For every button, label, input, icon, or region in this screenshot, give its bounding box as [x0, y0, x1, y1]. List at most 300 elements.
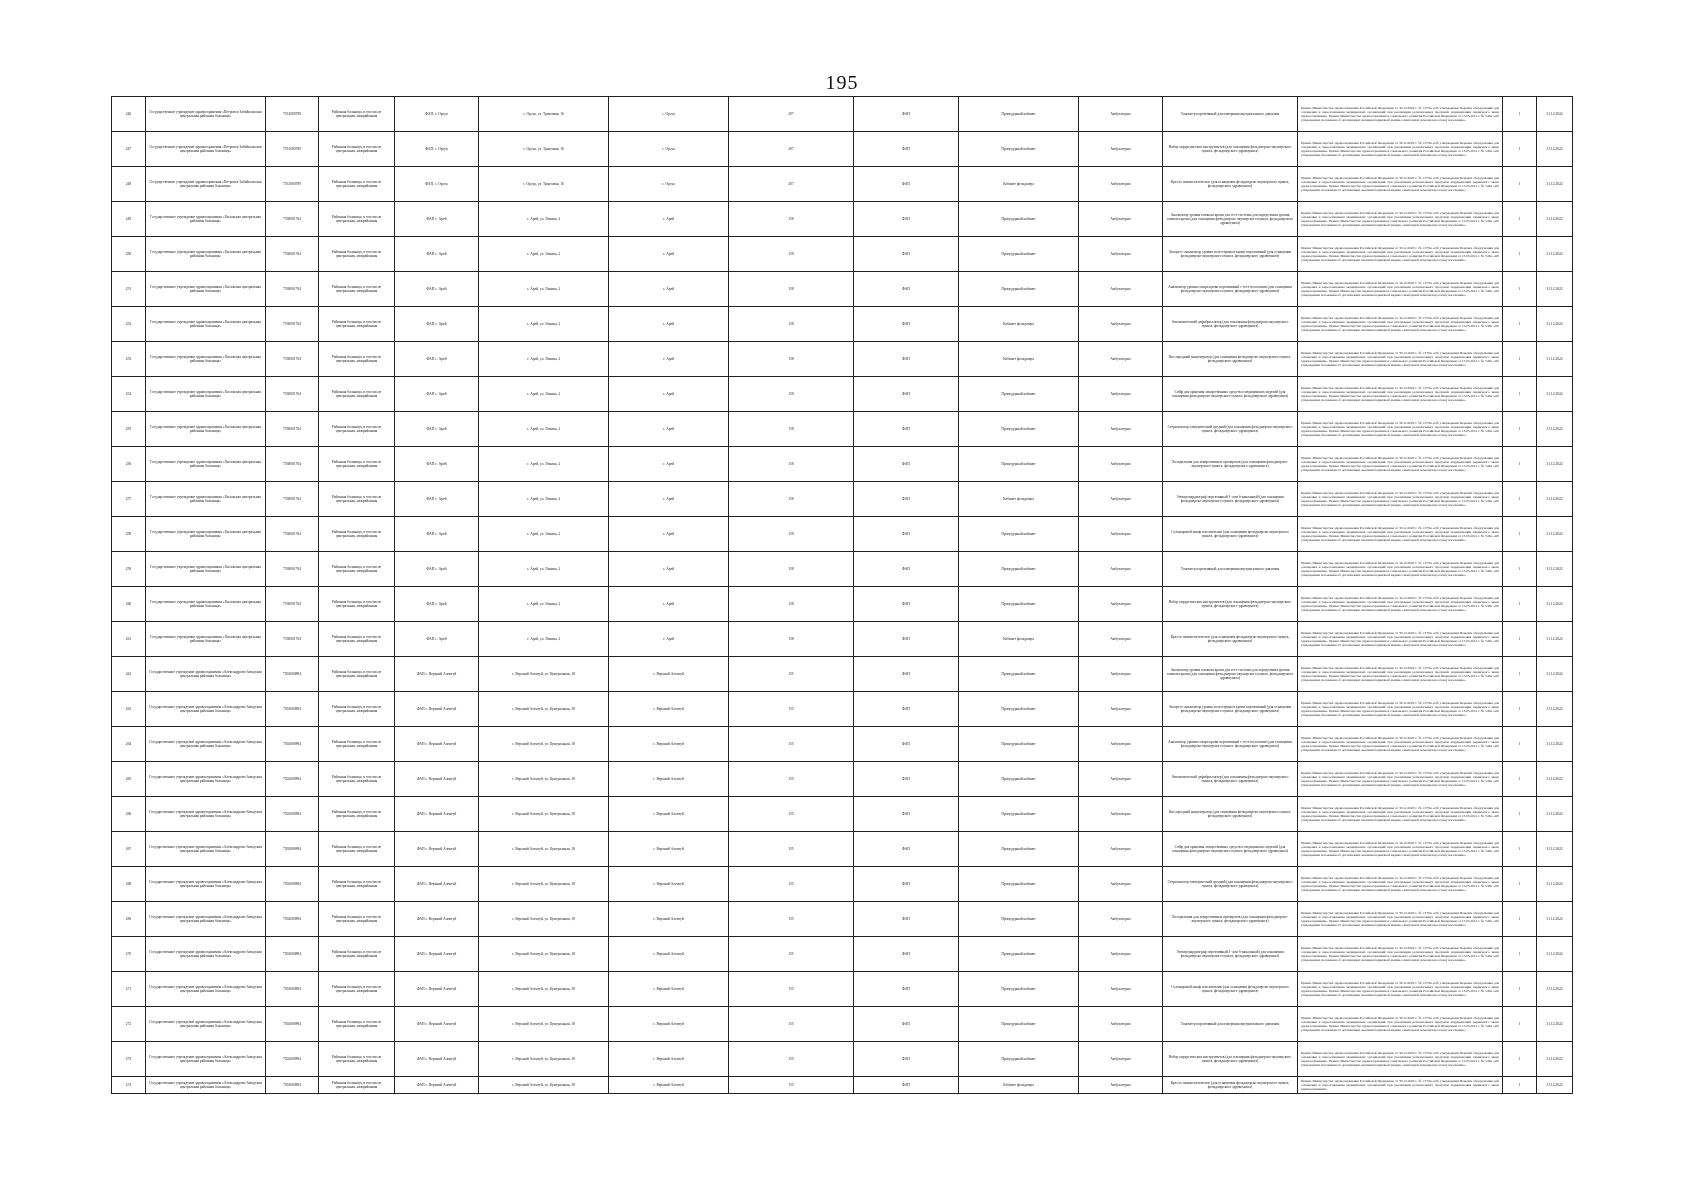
equipment-name-cell: Анализатор уровня глюкозы крови для тест-системы для определения уровня глюкозы крови (для оснащения фельдшерско-акушерского пункта, фельдшерского здравпункта): [1163, 202, 1298, 237]
population-cell: 155: [729, 692, 854, 727]
room-cell: Процедурный кабинет: [959, 447, 1079, 482]
due-date-cell: 31.12.2022: [1537, 552, 1573, 587]
room-cell: Процедурный кабинет: [959, 797, 1079, 832]
quantity-cell: 1: [1503, 902, 1537, 937]
quantity-cell: 1: [1503, 482, 1537, 517]
subdivision-cell: ФАП с. Верхний Алентуй: [395, 902, 479, 937]
address-cell: с. Арей, ул. Ленина, 2: [479, 482, 609, 517]
table-row: [112, 412, 1573, 447]
quantity-cell: 1: [1503, 97, 1537, 132]
row-number-cell: 259: [112, 552, 146, 587]
organization-type-cell: Районная больница, в том числе центральная, межрайонная: [319, 342, 395, 377]
row-number-cell: 254: [112, 377, 146, 412]
settlement-cell: с. Арей: [609, 552, 729, 587]
unit-type-cell: ФАП: [854, 867, 959, 902]
room-cell: Процедурный кабинет: [959, 237, 1079, 272]
settlement-cell: с. Верхний Алентуй: [609, 1042, 729, 1077]
inn-cell: 7538001764: [266, 377, 319, 412]
legal-basis-cell: Приказ Министерства здравоохранения Российской Федерации от 30.12.2020 г. № 1379н «Об утверждении Перечня оборудования для оснащения и переоснащения медицинских организаций при реализации региональных программ модернизации первичного звена здравоохранения». Приказ Министерства здравоохранения и социального развития Российской Федерации от 15.05.2012 г. № 543н «Об утверждении положения об организации оказания первичной медико-санитарной помощи взрослому населению»: [1298, 797, 1503, 832]
equipment-name-cell: Холодильник для лекарственных препаратов (для оснащения фельдшерско-акушерского пункта, фельдшерского здравпункта): [1163, 902, 1298, 937]
settlement-cell: с. Арей: [609, 587, 729, 622]
organization-type-cell: Районная больница, в том числе центральная, межрайонная: [319, 167, 395, 202]
table-row: [112, 902, 1573, 937]
care-form-cell: Амбулаторно: [1079, 867, 1163, 902]
organization-name-cell: Государственное учреждение здравоохранения «Хилокская центральная районная больница»: [146, 202, 266, 237]
table-row: [112, 622, 1573, 657]
settlement-cell: с. Арей: [609, 272, 729, 307]
equipment-name-cell: Кислородный концентратор (для оснащения фельдшерско-акушерского пункта, фельдшерского здравпункта): [1163, 797, 1298, 832]
unit-type-cell: ФАП: [854, 937, 959, 972]
address-cell: с. Верхний Алентуй, ул. Центральная, 18: [479, 867, 609, 902]
due-date-cell: 31.12.2022: [1537, 867, 1573, 902]
room-cell: Процедурный кабинет: [959, 1042, 1079, 1077]
organization-type-cell: Районная больница, в том числе центральная, межрайонная: [319, 972, 395, 1007]
organization-type-cell: Районная больница, в том числе центральная, межрайонная: [319, 937, 395, 972]
equipment-name-cell: Автоматический дефибриллятор (для оснащения фельдшерско-акушерского пункта, фельдшерского здравпункта): [1163, 307, 1298, 342]
legal-basis-cell: Приказ Министерства здравоохранения Российской Федерации от 30.12.2020 г. № 1379н «Об утверждении Перечня оборудования для оснащения и переоснащения медицинских организаций при реализации региональных программ модернизации первичного звена здравоохранения». Приказ Министерства здравоохранения и социального развития Российской Федерации от 15.05.2012 г. № 543н «Об утверждении положения об организации оказания первичной медико-санитарной помощи взрослому населению»: [1298, 517, 1503, 552]
equipment-name-cell: Автоматический дефибриллятор (для оснащения фельдшерско-акушерского пункта, фельдшерского здравпункта): [1163, 762, 1298, 797]
unit-type-cell: ФАП: [854, 307, 959, 342]
row-number-cell: 264: [112, 727, 146, 762]
quantity-cell: 1: [1503, 1042, 1537, 1077]
row-number-cell: 247: [112, 132, 146, 167]
equipment-name-cell: Тонометр портативный для измерения внутриглазного давления: [1163, 552, 1298, 587]
due-date-cell: 31.12.2022: [1537, 412, 1573, 447]
care-form-cell: Амбулаторно: [1079, 1042, 1163, 1077]
settlement-cell: с. Арей: [609, 482, 729, 517]
subdivision-cell: ФАП с. Верхний Алентуй: [395, 832, 479, 867]
table-row: [112, 552, 1573, 587]
row-number-cell: 246: [112, 97, 146, 132]
due-date-cell: 31.12.2022: [1537, 167, 1573, 202]
inn-cell: 7538001764: [266, 342, 319, 377]
subdivision-cell: ФАП с. Верхний Алентуй: [395, 1042, 479, 1077]
equipment-name-cell: Набор хирургических инструментов (для оснащения фельдшерско-акушерского пункта, фельдшерского здравпункта): [1163, 132, 1298, 167]
settlement-cell: с. Арей: [609, 202, 729, 237]
row-number-cell: 249: [112, 202, 146, 237]
equipment-name-cell: Кресло гинекологическое (для оснащения фельдшерско-акушерского пункта, фельдшерского здравпункта): [1163, 622, 1298, 657]
organization-name-cell: Государственное учреждение здравоохранения «Александрово-Заводская центральная районная больница»: [146, 1042, 266, 1077]
legal-basis-cell: Приказ Министерства здравоохранения Российской Федерации от 30.12.2020 г. № 1379н «Об утверждении Перечня оборудования для оснащения и переоснащения медицинских организаций при реализации региональных программ модернизации первичного звена здравоохранения». Приказ Министерства здравоохранения и социального развития Российской Федерации от 15.05.2012 г. № 543н «Об утверждении положения об организации оказания первичной медико-санитарной помощи взрослому населению»: [1298, 482, 1503, 517]
subdivision-cell: ФАП с. Верхний Алентуй: [395, 657, 479, 692]
equipment-name-cell: Холодильник для лекарственных препаратов (для оснащения фельдшерско-акушерского пункта, фельдшерского здравпункта): [1163, 447, 1298, 482]
due-date-cell: 31.12.2022: [1537, 657, 1573, 692]
settlement-cell: с. Верхний Алентуй: [609, 867, 729, 902]
population-cell: 158: [729, 412, 854, 447]
settlement-cell: с. Орсук: [609, 97, 729, 132]
subdivision-cell: ФАП с. Арей: [395, 202, 479, 237]
inn-cell: 7502000894: [266, 832, 319, 867]
organization-type-cell: Районная больница, в том числе центральная, межрайонная: [319, 97, 395, 132]
row-number-cell: 251: [112, 272, 146, 307]
inn-cell: 7502000894: [266, 692, 319, 727]
address-cell: с. Арей, ул. Ленина, 2: [479, 377, 609, 412]
subdivision-cell: ФАП с. Верхний Алентуй: [395, 867, 479, 902]
room-cell: Процедурный кабинет: [959, 832, 1079, 867]
unit-type-cell: ФАП: [854, 97, 959, 132]
address-cell: с. Верхний Алентуй, ул. Центральная, 18: [479, 972, 609, 1007]
population-cell: 155: [729, 1077, 854, 1094]
organization-name-cell: Государственное учреждение здравоохранения «Хилокская центральная районная больница»: [146, 517, 266, 552]
table-row: [112, 167, 1573, 202]
quantity-cell: 1: [1503, 657, 1537, 692]
room-cell: Кабинет фельдшера: [959, 622, 1079, 657]
quantity-cell: 1: [1503, 832, 1537, 867]
equipment-name-cell: Набор хирургических инструментов (для оснащения фельдшерско-акушерского пункта, фельдшерского здравпункта): [1163, 587, 1298, 622]
table-row: [112, 937, 1573, 972]
equipment-name-cell: Набор хирургических инструментов (для оснащения фельдшерско-акушерского пункта, фельдшерского здравпункта): [1163, 1042, 1298, 1077]
population-cell: 158: [729, 342, 854, 377]
care-form-cell: Амбулаторно: [1079, 1077, 1163, 1094]
subdivision-cell: ФАП с. Арей: [395, 482, 479, 517]
inn-cell: 7502000894: [266, 937, 319, 972]
due-date-cell: 31.12.2022: [1537, 692, 1573, 727]
population-cell: 155: [729, 657, 854, 692]
population-cell: 158: [729, 517, 854, 552]
organization-type-cell: Районная больница, в том числе центральная, межрайонная: [319, 1077, 395, 1094]
organization-name-cell: Государственное учреждение здравоохранения «Хилокская центральная районная больница»: [146, 552, 266, 587]
room-cell: Кабинет фельдшера: [959, 482, 1079, 517]
legal-basis-cell: Приказ Министерства здравоохранения Российской Федерации от 30.12.2020 г. № 1379н «Об утверждении Перечня оборудования для оснащения и переоснащения медицинских организаций при реализации региональных программ модернизации первичного звена здравоохранения». Приказ Министерства здравоохранения и социального развития Российской Федерации от 15.05.2012 г. № 543н «Об утверждении положения об организации оказания первичной медико-санитарной помощи взрослому населению»: [1298, 727, 1503, 762]
settlement-cell: с. Орсук: [609, 132, 729, 167]
population-cell: 158: [729, 272, 854, 307]
inn-cell: 7538001764: [266, 447, 319, 482]
table-row: [112, 377, 1573, 412]
room-cell: Кабинет фельдшера: [959, 167, 1079, 202]
care-form-cell: Амбулаторно: [1079, 97, 1163, 132]
settlement-cell: с. Арей: [609, 237, 729, 272]
due-date-cell: 31.12.2022: [1537, 342, 1573, 377]
care-form-cell: Амбулаторно: [1079, 412, 1163, 447]
inn-cell: 7531000789: [266, 167, 319, 202]
address-cell: с. Верхний Алентуй, ул. Центральная, 18: [479, 937, 609, 972]
care-form-cell: Амбулаторно: [1079, 972, 1163, 1007]
inn-cell: 7502000894: [266, 657, 319, 692]
care-form-cell: Амбулаторно: [1079, 1007, 1163, 1042]
population-cell: 207: [729, 132, 854, 167]
table-row: [112, 447, 1573, 482]
row-number-cell: 258: [112, 517, 146, 552]
due-date-cell: 31.12.2022: [1537, 762, 1573, 797]
settlement-cell: с. Верхний Алентуй: [609, 832, 729, 867]
due-date-cell: 31.12.2022: [1537, 972, 1573, 1007]
room-cell: Процедурный кабинет: [959, 552, 1079, 587]
organization-name-cell: Государственное учреждение здравоохранения «Александрово-Заводская центральная районная больница»: [146, 692, 266, 727]
legal-basis-cell: Приказ Министерства здравоохранения Российской Федерации от 30.12.2020 г. № 1379н «Об утверждении Перечня оборудования для оснащения и переоснащения медицинских организаций при реализации региональных программ модернизации первичного звена здравоохранения». Приказ Министерства здравоохранения и социального развития Российской Федерации от 15.05.2012 г. № 543н «Об утверждении положения об организации оказания первичной медико-санитарной помощи взрослому населению»: [1298, 867, 1503, 902]
due-date-cell: 31.12.2022: [1537, 1077, 1573, 1094]
legal-basis-cell: Приказ Министерства здравоохранения Российской Федерации от 30.12.2020 г. № 1379н «Об утверждении Перечня оборудования для оснащения и переоснащения медицинских организаций при реализации региональных программ модернизации первичного звена здравоохранения». Приказ Министерства здравоохранения и социального развития Российской Федерации от 15.05.2012 г. № 543н «Об утверждении положения об организации оказания первичной медико-санитарной помощи взрослому населению»: [1298, 902, 1503, 937]
organization-type-cell: Районная больница, в том числе центральная, межрайонная: [319, 202, 395, 237]
unit-type-cell: ФАП: [854, 692, 959, 727]
due-date-cell: 31.12.2022: [1537, 237, 1573, 272]
quantity-cell: 1: [1503, 307, 1537, 342]
settlement-cell: с. Орсук: [609, 167, 729, 202]
organization-name-cell: Государственное учреждение здравоохранения «Хилокская центральная районная больница»: [146, 307, 266, 342]
population-cell: 158: [729, 307, 854, 342]
subdivision-cell: ФАП с. Арей: [395, 307, 479, 342]
row-number-cell: 253: [112, 342, 146, 377]
inn-cell: 7538001764: [266, 622, 319, 657]
inn-cell: 7538001764: [266, 517, 319, 552]
population-cell: 207: [729, 97, 854, 132]
address-cell: с. Орсук, ул. Трактовая, 16: [479, 132, 609, 167]
care-form-cell: Амбулаторно: [1079, 447, 1163, 482]
row-number-cell: 263: [112, 692, 146, 727]
inn-cell: 7538001764: [266, 587, 319, 622]
population-cell: 155: [729, 1007, 854, 1042]
subdivision-cell: ФАП с. Арей: [395, 342, 479, 377]
due-date-cell: 31.12.2022: [1537, 902, 1573, 937]
legal-basis-cell: Приказ Министерства здравоохранения Российской Федерации от 30.12.2020 г. № 1379н «Об утверждении Перечня оборудования для оснащения и переоснащения медицинских организаций при реализации региональных программ модернизации первичного звена здравоохранения». Приказ Министерства здравоохранения и социального развития Российской Федерации от 15.05.2012 г. № 543н «Об утверждении положения об организации оказания первичной медико-санитарной помощи взрослому населению»: [1298, 377, 1503, 412]
page-number: 195: [825, 72, 859, 94]
settlement-cell: с. Верхний Алентуй: [609, 1007, 729, 1042]
room-cell: Процедурный кабинет: [959, 727, 1079, 762]
organization-name-cell: Государственное учреждение здравоохранения «Хилокская центральная районная больница»: [146, 237, 266, 272]
quantity-cell: 1: [1503, 377, 1537, 412]
organization-name-cell: Государственное учреждение здравоохранения «Александрово-Заводская центральная районная больница»: [146, 937, 266, 972]
legal-basis-cell: Приказ Министерства здравоохранения Российской Федерации от 30.12.2020 г. № 1379н «Об утверждении Перечня оборудования для оснащения и переоснащения медицинских организаций при реализации региональных программ модернизации первичного звена здравоохранения». Приказ Министерства здравоохранения и социального развития Российской Федерации от 15.05.2012 г. № 543н «Об утверждении положения об организации оказания первичной медико-санитарной помощи взрослому населению»: [1298, 657, 1503, 692]
subdivision-cell: ФАП с. Верхний Алентуй: [395, 937, 479, 972]
room-cell: Процедурный кабинет: [959, 867, 1079, 902]
room-cell: Процедурный кабинет: [959, 377, 1079, 412]
unit-type-cell: ФАП: [854, 167, 959, 202]
organization-name-cell: Государственное учреждение здравоохранения «Александрово-Заводская центральная районная больница»: [146, 762, 266, 797]
organization-name-cell: Государственное учреждение здравоохранения «Петровск-Забайкальская центральная районная больница»: [146, 97, 266, 132]
legal-basis-cell: Приказ Министерства здравоохранения Российской Федерации от 30.12.2020 г. № 1379н «Об утверждении Перечня оборудования для оснащения и переоснащения медицинских организаций при реализации региональных программ модернизации первичного звена здравоохранения». Приказ Министерства здравоохранения и социального развития Российской Федерации от 15.05.2012 г. № 543н «Об утверждении положения об организации оказания первичной медико-санитарной помощи взрослому населению»: [1298, 972, 1503, 1007]
unit-type-cell: ФАП: [854, 797, 959, 832]
due-date-cell: 31.12.2022: [1537, 727, 1573, 762]
due-date-cell: 31.12.2022: [1537, 1007, 1573, 1042]
address-cell: с. Арей, ул. Ленина, 2: [479, 307, 609, 342]
equipment-name-cell: Анализатор уровня сахара крови портативный с тест-полосками (для оснащения фельдшерско-акушерского пункта, фельдшерского здравпункта): [1163, 272, 1298, 307]
quantity-cell: 1: [1503, 622, 1537, 657]
organization-type-cell: Районная больница, в том числе центральная, межрайонная: [319, 1007, 395, 1042]
unit-type-cell: ФАП: [854, 377, 959, 412]
inn-cell: 7502000894: [266, 727, 319, 762]
due-date-cell: 31.12.2022: [1537, 622, 1573, 657]
inn-cell: 7531000789: [266, 97, 319, 132]
unit-type-cell: ФАП: [854, 412, 959, 447]
organization-type-cell: Районная больница, в том числе центральная, межрайонная: [319, 377, 395, 412]
quantity-cell: 1: [1503, 132, 1537, 167]
unit-type-cell: ФАП: [854, 447, 959, 482]
address-cell: с. Арей, ул. Ленина, 2: [479, 587, 609, 622]
inn-cell: 7502000894: [266, 1042, 319, 1077]
organization-type-cell: Районная больница, в том числе центральная, межрайонная: [319, 762, 395, 797]
address-cell: с. Верхний Алентуй, ул. Центральная, 18: [479, 902, 609, 937]
room-cell: Процедурный кабинет: [959, 202, 1079, 237]
care-form-cell: Амбулаторно: [1079, 902, 1163, 937]
population-cell: 158: [729, 552, 854, 587]
inn-cell: 7538001764: [266, 412, 319, 447]
room-cell: Процедурный кабинет: [959, 587, 1079, 622]
subdivision-cell: ФАП, с. Орсук: [395, 167, 479, 202]
quantity-cell: 1: [1503, 797, 1537, 832]
unit-type-cell: ФАП: [854, 552, 959, 587]
quantity-cell: 1: [1503, 587, 1537, 622]
population-cell: 155: [729, 972, 854, 1007]
inn-cell: 7502000894: [266, 1007, 319, 1042]
register-body: [112, 97, 1573, 1094]
address-cell: с. Арей, ул. Ленина, 2: [479, 272, 609, 307]
equipment-name-cell: Кислородный концентратор (для оснащения фельдшерско-акушерского пункта, фельдшерского здравпункта): [1163, 342, 1298, 377]
organization-name-cell: Государственное учреждение здравоохранения «Хилокская центральная районная больница»: [146, 622, 266, 657]
equipment-name-cell: Стерилизатор электрический средний (для оснащения фельдшерско-акушерского пункта, фельдшерского здравпункта): [1163, 412, 1298, 447]
legal-basis-cell: Приказ Министерства здравоохранения Российской Федерации от 30.12.2020 г. № 1379н «Об утверждении Перечня оборудования для оснащения и переоснащения медицинских организаций при реализации региональных программ модернизации первичного звена здравоохранения». Приказ Министерства здравоохранения и социального развития Российской Федерации от 15.05.2012 г. № 543н «Об утверждении положения об организации оказания первичной медико-санитарной помощи взрослому населению»: [1298, 307, 1503, 342]
inn-cell: 7538001764: [266, 552, 319, 587]
unit-type-cell: ФАП: [854, 902, 959, 937]
population-cell: 155: [729, 1042, 854, 1077]
organization-type-cell: Районная больница, в том числе центральная, межрайонная: [319, 552, 395, 587]
settlement-cell: с. Верхний Алентуй: [609, 692, 729, 727]
organization-type-cell: Районная больница, в том числе центральная, межрайонная: [319, 867, 395, 902]
address-cell: с. Верхний Алентуй, ул. Центральная, 18: [479, 832, 609, 867]
organization-name-cell: Государственное учреждение здравоохранения «Хилокская центральная районная больница»: [146, 447, 266, 482]
subdivision-cell: ФАП с. Арей: [395, 272, 479, 307]
care-form-cell: Амбулаторно: [1079, 727, 1163, 762]
legal-basis-cell: Приказ Министерства здравоохранения Российской Федерации от 30.12.2020 г. № 1379н «Об утверждении Перечня оборудования для оснащения и переоснащения медицинских организаций при реализации региональных программ модернизации первичного звена здравоохранения». Приказ Министерства здравоохранения и социального развития Российской Федерации от 15.05.2012 г. № 543н «Об утверждении положения об организации оказания первичной медико-санитарной помощи взрослому населению»: [1298, 132, 1503, 167]
organization-name-cell: Государственное учреждение здравоохранения «Александрово-Заводская центральная районная больница»: [146, 972, 266, 1007]
table-row: [112, 272, 1573, 307]
due-date-cell: 31.12.2022: [1537, 517, 1573, 552]
quantity-cell: 1: [1503, 342, 1537, 377]
table-row: [112, 587, 1573, 622]
unit-type-cell: ФАП: [854, 1077, 959, 1094]
subdivision-cell: ФАП с. Верхний Алентуй: [395, 972, 479, 1007]
address-cell: с. Верхний Алентуй, ул. Центральная, 18: [479, 657, 609, 692]
quantity-cell: 1: [1503, 972, 1537, 1007]
care-form-cell: Амбулаторно: [1079, 657, 1163, 692]
legal-basis-cell: Приказ Министерства здравоохранения Российской Федерации от 30.12.2020 г. № 1379н «Об утверждении Перечня оборудования для оснащения и переоснащения медицинских организаций при реализации региональных программ модернизации первичного звена здравоохранения». Приказ Министерства здравоохранения и социального развития Российской Федерации от 15.05.2012 г. № 543н «Об утверждении положения об организации оказания первичной медико-санитарной помощи взрослому населению»: [1298, 167, 1503, 202]
room-cell: Кабинет фельдшера: [959, 1077, 1079, 1094]
row-number-cell: 269: [112, 902, 146, 937]
equipment-name-cell: Кресло гинекологическое (для оснащения фельдшерско-акушерского пункта, фельдшерского здравпункта): [1163, 167, 1298, 202]
address-cell: с. Арей, ул. Ленина, 2: [479, 202, 609, 237]
unit-type-cell: ФАП: [854, 342, 959, 377]
room-cell: Процедурный кабинет: [959, 517, 1079, 552]
unit-type-cell: ФАП: [854, 622, 959, 657]
equipment-name-cell: Сейф для хранения лекарственных средств и медицинских изделий (для оснащения фельдшерско-акушерского пункта, фельдшерского здравпункта): [1163, 832, 1298, 867]
address-cell: с. Арей, ул. Ленина, 2: [479, 517, 609, 552]
legal-basis-cell: Приказ Министерства здравоохранения Российской Федерации от 30.12.2020 г. № 1379н «Об утверждении Перечня оборудования для оснащения и переоснащения медицинских организаций при реализации региональных программ модернизации первичного звена здравоохранения». Приказ Министерства здравоохранения и социального развития Российской Федерации от 15.05.2012 г. № 543н «Об утверждении положения об организации оказания первичной медико-санитарной помощи взрослому населению»: [1298, 587, 1503, 622]
settlement-cell: с. Арей: [609, 622, 729, 657]
care-form-cell: Амбулаторно: [1079, 622, 1163, 657]
room-cell: Процедурный кабинет: [959, 657, 1079, 692]
due-date-cell: 31.12.2022: [1537, 797, 1573, 832]
row-number-cell: 261: [112, 622, 146, 657]
subdivision-cell: ФАП с. Верхний Алентуй: [395, 1077, 479, 1094]
quantity-cell: 1: [1503, 692, 1537, 727]
subdivision-cell: ФАП с. Верхний Алентуй: [395, 797, 479, 832]
settlement-cell: с. Верхний Алентуй: [609, 1077, 729, 1094]
unit-type-cell: ФАП: [854, 1042, 959, 1077]
table-row: [112, 482, 1573, 517]
unit-type-cell: ФАП: [854, 587, 959, 622]
organization-type-cell: Районная больница, в том числе центральная, межрайонная: [319, 237, 395, 272]
organization-type-cell: Районная больница, в том числе центральная, межрайонная: [319, 692, 395, 727]
population-cell: 155: [729, 727, 854, 762]
address-cell: с. Арей, ул. Ленина, 2: [479, 342, 609, 377]
address-cell: с. Орсук, ул. Трактовая, 16: [479, 97, 609, 132]
organization-name-cell: Государственное учреждение здравоохранения «Александрово-Заводская центральная районная больница»: [146, 832, 266, 867]
inn-cell: 7538001764: [266, 307, 319, 342]
equipment-name-cell: Экспресс-анализатор уровня холестерина в крови портативный (для оснащения фельдшерско-акушерского пункта, фельдшерского здравпункта): [1163, 692, 1298, 727]
legal-basis-cell: Приказ Министерства здравоохранения Российской Федерации от 30.12.2020 г. № 1379н «Об утверждении Перечня оборудования для оснащения и переоснащения медицинских организаций при реализации региональных программ модернизации первичного звена здравоохранения». Приказ Министерства здравоохранения и социального развития Российской Федерации от 15.05.2012 г. № 543н «Об утверждении положения об организации оказания первичной медико-санитарной помощи взрослому населению»: [1298, 342, 1503, 377]
settlement-cell: с. Арей: [609, 412, 729, 447]
population-cell: 155: [729, 937, 854, 972]
address-cell: с. Арей, ул. Ленина, 2: [479, 237, 609, 272]
unit-type-cell: ФАП: [854, 762, 959, 797]
unit-type-cell: ФАП: [854, 272, 959, 307]
row-number-cell: 272: [112, 1007, 146, 1042]
organization-type-cell: Районная больница, в том числе центральная, межрайонная: [319, 797, 395, 832]
table-row: [112, 972, 1573, 1007]
care-form-cell: Амбулаторно: [1079, 937, 1163, 972]
row-number-cell: 250: [112, 237, 146, 272]
equipment-name-cell: Экспресс-анализатор уровня холестерина в крови портативный (для оснащения фельдшерско-акушерского пункта, фельдшерского здравпункта): [1163, 237, 1298, 272]
equipment-name-cell: Сухожаровой шкаф или автоклав (для оснащения фельдшерско-акушерского пункта, фельдшерского здравпункта): [1163, 517, 1298, 552]
organization-type-cell: Районная больница, в том числе центральная, межрайонная: [319, 482, 395, 517]
organization-type-cell: Районная больница, в том числе центральная, межрайонная: [319, 132, 395, 167]
organization-name-cell: Государственное учреждение здравоохранения «Александрово-Заводская центральная районная больница»: [146, 1007, 266, 1042]
organization-name-cell: Государственное учреждение здравоохранения «Петровск-Забайкальская центральная районная больница»: [146, 167, 266, 202]
care-form-cell: Амбулаторно: [1079, 272, 1163, 307]
inn-cell: 7531000789: [266, 132, 319, 167]
address-cell: с. Арей, ул. Ленина, 2: [479, 447, 609, 482]
due-date-cell: 31.12.2022: [1537, 1042, 1573, 1077]
organization-type-cell: Районная больница, в том числе центральная, межрайонная: [319, 832, 395, 867]
table-row: [112, 727, 1573, 762]
due-date-cell: 31.12.2022: [1537, 482, 1573, 517]
subdivision-cell: ФАП с. Арей: [395, 237, 479, 272]
care-form-cell: Амбулаторно: [1079, 762, 1163, 797]
quantity-cell: 1: [1503, 167, 1537, 202]
row-number-cell: 260: [112, 587, 146, 622]
unit-type-cell: ФАП: [854, 1007, 959, 1042]
due-date-cell: 31.12.2022: [1537, 132, 1573, 167]
population-cell: 155: [729, 832, 854, 867]
equipment-name-cell: Тонометр портативный для измерения внутриглазного давления: [1163, 97, 1298, 132]
quantity-cell: 1: [1503, 412, 1537, 447]
population-cell: 155: [729, 797, 854, 832]
equipment-name-cell: Анализатор уровня сахара крови портативный с тест-полосками (для оснащения фельдшерско-акушерского пункта, фельдшерского здравпункта): [1163, 727, 1298, 762]
equipment-name-cell: Сухожаровой шкаф или автоклав (для оснащения фельдшерско-акушерского пункта, фельдшерского здравпункта): [1163, 972, 1298, 1007]
room-cell: Кабинет фельдшера: [959, 342, 1079, 377]
population-cell: 155: [729, 867, 854, 902]
organization-type-cell: Районная больница, в том числе центральная, межрайонная: [319, 657, 395, 692]
organization-name-cell: Государственное учреждение здравоохранения «Хилокская центральная районная больница»: [146, 587, 266, 622]
population-cell: 155: [729, 902, 854, 937]
population-cell: 158: [729, 377, 854, 412]
inn-cell: 7538001764: [266, 202, 319, 237]
care-form-cell: Амбулаторно: [1079, 377, 1163, 412]
care-form-cell: Амбулаторно: [1079, 797, 1163, 832]
legal-basis-cell: Приказ Министерства здравоохранения Российской Федерации от 30.12.2020 г. № 1379н «Об утверждении Перечня оборудования для оснащения и переоснащения медицинских организаций при реализации региональных программ модернизации первичного звена здравоохранения». Приказ Министерства здравоохранения и социального развития Российской Федерации от 15.05.2012 г. № 543н «Об утверждении положения об организации оказания первичной медико-санитарной помощи взрослому населению»: [1298, 272, 1503, 307]
due-date-cell: 31.12.2022: [1537, 937, 1573, 972]
settlement-cell: с. Верхний Алентуй: [609, 972, 729, 1007]
table-row: [112, 237, 1573, 272]
unit-type-cell: ФАП: [854, 517, 959, 552]
care-form-cell: Амбулаторно: [1079, 832, 1163, 867]
quantity-cell: 1: [1503, 272, 1537, 307]
organization-name-cell: Государственное учреждение здравоохранения «Александрово-Заводская центральная районная больница»: [146, 902, 266, 937]
quantity-cell: 1: [1503, 1007, 1537, 1042]
population-cell: 158: [729, 202, 854, 237]
legal-basis-cell: Приказ Министерства здравоохранения Российской Федерации от 30.12.2020 г. № 1379н «Об утверждении Перечня оборудования для оснащения и переоснащения медицинских организаций при реализации региональных программ модернизации первичного звена здравоохранения»: [1298, 1077, 1503, 1094]
organization-type-cell: Районная больница, в том числе центральная, межрайонная: [319, 587, 395, 622]
address-cell: с. Арей, ул. Ленина, 2: [479, 622, 609, 657]
settlement-cell: с. Арей: [609, 517, 729, 552]
